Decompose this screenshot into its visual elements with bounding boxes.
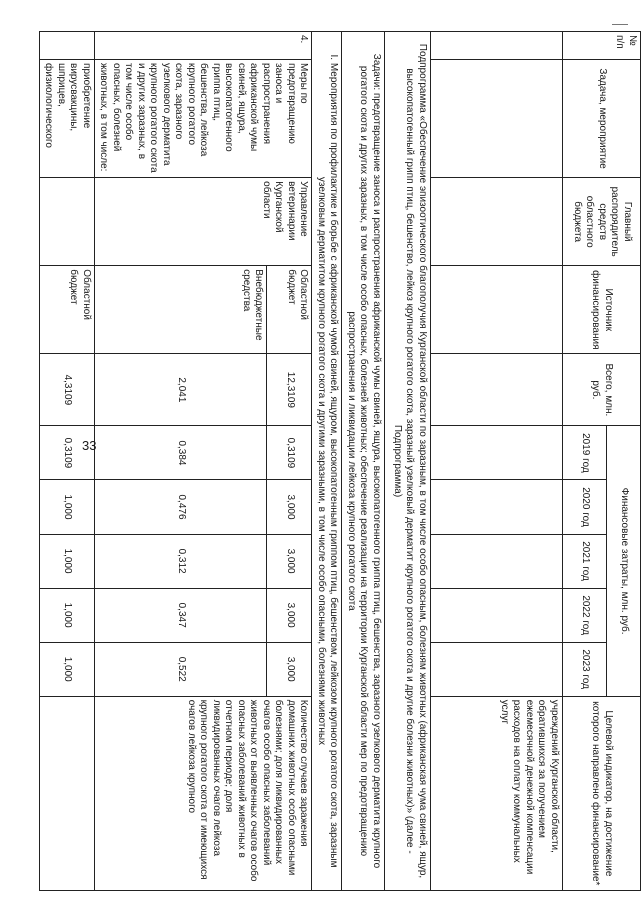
header-row (607, 32, 641, 891)
continuation-row (431, 32, 563, 891)
row4-budget-2021: 3,000 (267, 534, 312, 588)
continuation-target: учреждений Курганской области, обратившихся за получением ежемесячной денежной компенсации расходов на оплату коммунальных услуг (431, 696, 563, 890)
header-costs: Финансовые затраты, млн. руб. (607, 426, 641, 696)
row4-extra-2019: 0,384 (95, 426, 267, 480)
document-table-area (43, 23, 643, 901)
header-year-2021: 2021 год (563, 534, 607, 588)
task-text: Задачи: предотвращение заноса и распространения африканской чумы свиней, ящура, высокопатогенного гриппа птиц, бешенства, заразного узелкового дерматита крупного рогатого скота и других заразных, в том числе особо опасных, болезней животных; обеспечение реализации на территории Курганской области мер по предотвращению распространения и ликвидации лейкоза крупного рогатого скота (342, 32, 385, 891)
header-year-2022: 2022 год (563, 588, 607, 642)
row-sub-2019: 0,3109 (40, 426, 95, 480)
row4-extra-2020: 0,476 (95, 480, 267, 534)
section-row (312, 32, 342, 891)
row4-task: Меры по предотвращению заноса и распространения африканской чумы свиней, ящура, высокопатогенного гриппа птиц, бешенства, лейкоза крупного рогатого скота, заразного узелкового дерматита крупного рогатого скота и других заразных, в том числе особо опасных, болезней животных, в том числе: (95, 60, 313, 178)
header-manager: Главный распорядитель средств областного бюджета (563, 178, 641, 266)
row-sub-2021: 1,000 (40, 534, 95, 588)
row4-budget-2019: 0,3109 (267, 426, 312, 480)
row-sub-source: Областной бюджет (40, 266, 95, 354)
row-sub-2023: 1,000 (40, 642, 95, 696)
row4-extra-2022: 0,347 (95, 588, 267, 642)
header-year-2019: 2019 год (563, 426, 607, 480)
row4-total-budget: 12,3109 (267, 354, 312, 426)
header-task: Задача, мероприятие (563, 60, 641, 178)
rotated-page (43, 23, 643, 901)
row4-source-extra: Внебюджетные средства (95, 266, 267, 354)
row-sub-2020: 1,000 (40, 480, 95, 534)
row4-extra-2023: 0,522 (95, 642, 267, 696)
header-total: Всего, млн. руб. (563, 354, 641, 426)
section-title: I. Мероприятия по профилактике и борьбе с африканской чумой свиней, ящуром, высокопатогенным гриппом птиц, бешенством, лейкозом крупного рогатого скота, заразным узелковым дерматитом крупного рогатого скота и другими заразными, в том числе особо опасными, болезнями животных (312, 32, 342, 891)
financing-table (39, 31, 641, 891)
task-row (342, 32, 385, 891)
row4-budget-2023: 3,000 (267, 642, 312, 696)
row4-num: 4. (95, 32, 313, 60)
row4-budget (267, 32, 312, 891)
header-year-2023: 2023 год (563, 642, 607, 696)
row4-extra-2021: 0,312 (95, 534, 267, 588)
row4-budget-2020: 3,000 (267, 480, 312, 534)
row4-budget-2022: 3,000 (267, 588, 312, 642)
header-source: Источник финансирования (563, 266, 641, 354)
row4-target: Количество случаев заражения домашних животных особо опасными болезнями; доля ликвидированных очагов особо опасных заболеваний животных от выявленных очагов особо опасных заболеваний животных в отчетном периоде; доля ликвидированных очагов лейкоза крупного рогатого скота от имеющихся очагов лейкоза крупного (95, 696, 313, 890)
subprogram-row (385, 32, 431, 891)
row4-source-budget: Областной бюджет (267, 266, 312, 354)
subprogram-title: Подпрограмма «Обеспечение эпизоотического благополучия Курганской области по заразным, в том числе особо опасным, болезням животных (африканская чума свиней, ящур, высокопатогенный грипп птиц, бешенство, лейкоз крупного рогатого скота, заразный узелковый дерматит крупного рогатого скота и другие болезни животных)» (далее - Подпрограмма) (385, 32, 431, 891)
row-sub-task: приобретение вирусвакцины, шприцев, физиологического (40, 60, 95, 178)
row4-manager: Управление ветеринарии Курганской области (95, 178, 313, 266)
row-sub (40, 32, 95, 891)
header-target: Целевой индикатор, на достижение которого направлено финансирование* (563, 696, 641, 890)
header-num: № п/п (563, 32, 641, 60)
row-sub-total: 4,3109 (40, 354, 95, 426)
page-number: 33 (82, 438, 97, 453)
header-year-2020: 2020 год (563, 480, 607, 534)
row4-total-extra: 2,041 (95, 354, 267, 426)
row-sub-2022: 1,000 (40, 588, 95, 642)
